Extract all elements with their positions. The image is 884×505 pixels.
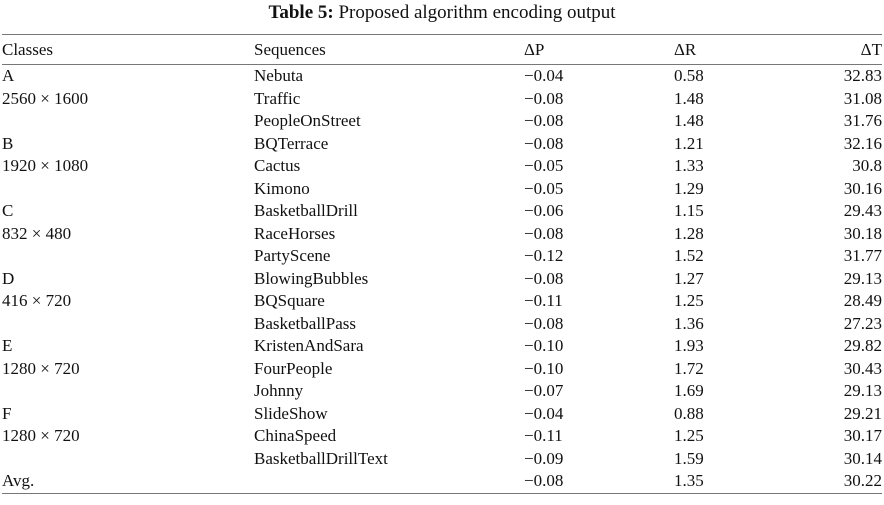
cell-delta-p: −0.05 [524,178,564,198]
cell-delta-p: −0.08 [524,223,564,243]
cell-sequence: Kimono [254,178,310,198]
cell-delta-r: 1.35 [674,470,800,493]
cell-class: Avg. [2,470,254,493]
cell-sequence: Traffic [254,88,301,108]
cell-class: 1280 × 720 [2,358,80,378]
table-row [2,245,882,268]
cell-delta-r: 1.36 [674,313,704,333]
cell-class: 416 × 720 [2,291,72,310]
cell-sequence: BlowingBubbles [254,268,369,288]
header-sequences: Sequences [254,35,524,65]
cell-delta-r: 0.58 [674,66,704,85]
cell-sequence: BasketballPass [254,313,356,333]
table-row [2,358,882,381]
cell-delta-r: 1.29 [674,178,704,198]
cell-delta-t: 31.76 [843,111,882,130]
table-row [2,448,882,471]
cell-sequence: ChinaSpeed [254,426,337,445]
cell-delta-t: 30.8 [852,156,882,175]
table-caption-label: Table 5: [268,2,334,23]
cell-delta-t: 27.23 [843,313,882,333]
cell-delta-t: 29.21 [843,403,882,423]
cell-delta-t: 32.83 [843,66,882,85]
table-row [2,313,882,336]
cell-class: 1280 × 720 [2,426,80,445]
cell-sequence: Nebuta [254,66,304,85]
cell-class [2,178,254,201]
cell-delta-p: −0.08 [524,111,564,130]
cell-delta-r: 1.59 [674,448,704,468]
cell-class: 2560 × 1600 [2,88,89,108]
cell-sequence: FourPeople [254,358,333,378]
table-row [2,470,882,493]
cell-delta-p: −0.04 [524,403,564,423]
cell-class: C [2,201,14,220]
cell-delta-p: −0.08 [524,313,564,333]
cell-sequence: Cactus [254,156,301,175]
cell-sequence: KristenAndSara [254,336,364,355]
cell-sequence: BQSquare [254,291,325,310]
cell-sequence: BasketballDrill [254,201,358,220]
cell-delta-r: 1.72 [674,358,704,378]
cell-delta-p: −0.06 [524,201,564,220]
cell-class [2,313,254,336]
table-caption-text: Proposed algorithm encoding output [338,2,616,23]
cell-delta-p: −0.09 [524,448,564,468]
cell-class: B [2,133,14,153]
cell-delta-p: −0.05 [524,156,564,175]
cell-sequence: BQTerrace [254,133,329,153]
header-delta-r: ΔR [674,35,800,65]
cell-delta-t: 29.43 [843,201,882,220]
header-delta-p: ΔP [524,35,674,65]
cell-delta-r: 1.48 [674,111,704,130]
cell-sequence: PartyScene [254,246,331,265]
cell-delta-p: −0.08 [524,88,564,108]
cell-delta-r: 1.48 [674,88,704,108]
table-row [2,290,882,313]
cell-delta-t: 29.13 [843,381,882,400]
cell-delta-r: 1.27 [674,268,704,288]
cell-delta-t: 30.43 [843,358,882,378]
table-body [2,65,882,494]
cell-delta-r: 1.25 [674,426,704,445]
cell-delta-r: 1.33 [674,156,704,175]
table-row [2,335,882,358]
cell-delta-p: −0.08 [524,133,564,153]
cell-delta-t: 30.14 [843,448,882,468]
cell-class [2,448,254,471]
cell-delta-t: 30.22 [800,470,882,493]
cell-delta-p: −0.12 [524,246,564,265]
cell-delta-p: −0.11 [524,426,563,445]
cell-delta-t: 29.13 [843,268,882,288]
cell-class: A [2,66,15,85]
cell-delta-t: 29.82 [843,336,882,355]
cell-delta-p: −0.10 [524,358,564,378]
cell-delta-t: 30.17 [843,426,882,445]
cell-sequence: BasketballDrillText [254,448,388,468]
header-row [2,35,882,65]
cell-class [2,380,254,403]
table-row [2,223,882,246]
cell-class: E [2,336,13,355]
header-classes: Classes [2,35,254,65]
table-header [2,35,882,65]
cell-delta-r: 1.28 [674,223,704,243]
table-row [2,403,882,426]
cell-sequence: Johnny [254,381,304,400]
cell-delta-t: 31.77 [843,246,882,265]
results-table [2,34,882,494]
cell-delta-t: 31.08 [843,88,882,108]
cell-delta-t: 30.16 [843,178,882,198]
cell-delta-p: −0.08 [524,470,674,493]
cell-sequence: PeopleOnStreet [254,111,361,130]
cell-class: 832 × 480 [2,223,72,243]
cell-class: F [2,403,12,423]
cell-delta-p: −0.08 [524,268,564,288]
cell-class [2,245,254,268]
cell-delta-p: −0.11 [524,291,563,310]
table-caption [0,0,884,26]
cell-delta-r: 1.69 [674,381,704,400]
table-row [2,65,882,88]
cell-delta-p: −0.04 [524,66,564,85]
cell-class: D [2,268,15,288]
table-row [2,425,882,448]
cell-delta-r: 1.15 [674,201,704,220]
cell-sequence: SlideShow [254,403,328,423]
cell-delta-p: −0.10 [524,336,564,355]
table-row [2,110,882,133]
table-row [2,133,882,156]
cell-delta-r: 0.88 [674,403,704,423]
cell-delta-r: 1.93 [674,336,704,355]
table-row [2,200,882,223]
cell-sequence: RaceHorses [254,223,336,243]
cell-delta-p: −0.07 [524,381,564,400]
table-row [2,178,882,201]
table-row [2,380,882,403]
cell-sequence [254,470,524,493]
cell-delta-r: 1.21 [674,133,704,153]
cell-delta-r: 1.25 [674,291,704,310]
cell-delta-r: 1.52 [674,246,704,265]
cell-delta-t: 30.18 [843,223,882,243]
table-row [2,268,882,291]
cell-class [2,110,254,133]
cell-delta-t: 28.49 [843,291,882,310]
header-delta-t: ΔT [800,35,882,65]
cell-delta-t: 32.16 [843,133,882,153]
table-row [2,88,882,111]
cell-class: 1920 × 1080 [2,156,89,175]
table-row [2,155,882,178]
